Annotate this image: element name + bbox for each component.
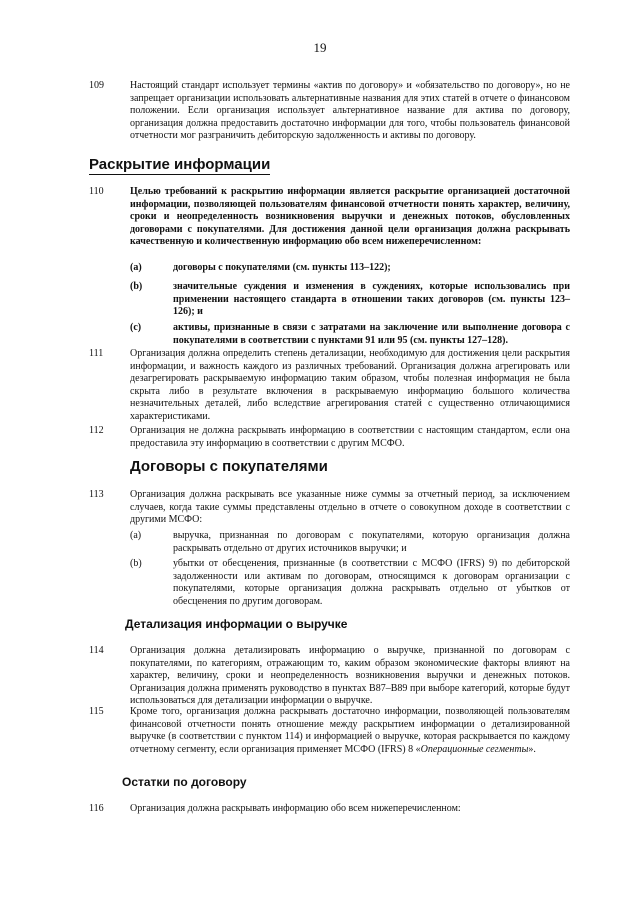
subsection-heading-disaggregation: Детализация информации о выручке (125, 617, 348, 631)
standard-title: Операционные сегменты (420, 743, 529, 755)
paragraph-text: Организация должна раскрывать все указанные ниже суммы за отчетный период, за исключением случаев, когда такие суммы представлены отдельно в отчете о совокупном доходе в соответствии с другими МСФО: (130, 489, 570, 526)
paragraph-number: 112 (89, 425, 104, 436)
paragraph-text: Организация должна детализировать информацию о выручке, признанной по договорам с покупателями, по категориям, отражающим то, каким образом экономические факторы влияют на характер, величину, сроки и неопределенность возникновения выручки и денежных потоков. Организация должна применять руководство в пунктах B87–B89 при выборе категорий, которые будут использоваться для детализации информации о выручке. (130, 645, 570, 707)
paragraph-text: Организация должна раскрывать информацию обо всем нижеперечисленном: (130, 803, 461, 814)
page-number: 19 (313, 40, 327, 55)
paragraph-text (130, 706, 570, 756)
section-heading-disclosure: Раскрытие информации (89, 156, 271, 173)
list-text: выручка, признанная по договорам с покупателями, которую организация должна раскрывать отдельно от других источников выручки; и (173, 530, 570, 554)
list-text: активы, признанные в связи с затратами на заключение или выполнение договора с покупателями в соответствии с пунктами 91 или 95 (см. пункты 127–128). (173, 322, 570, 346)
paragraph-number: 116 (89, 803, 104, 814)
paragraph-text-main: Кроме того, организация должна раскрывать достаточно информации, позволяющей пользователям финансовой отчетности понять отношение между раскрытием информации о детализированной выручке (в соответствии с пунктом 114) и информацией о выручке, которая раскрывается по каждому отчетному сегменту, если организация применяет МСФО (IFRS) 8 « (130, 706, 570, 755)
list-label: (a) (130, 262, 142, 273)
list-label: (a) (130, 530, 142, 541)
paragraph-text: Настоящий стандарт использует термины «актив по договору» и «обязательство по договору», но не запрещает организации использовать альтернативные названия для этих статей в отчете о финансовом положении. Если организация использует альтернативное название для актива по договору, организация должна предоставить достаточно информации для того, чтобы пользователь финансовой отчетности мог разграничить дебиторскую задолженность и активы по договору. (130, 80, 570, 142)
list-label: (b) (130, 281, 143, 292)
paragraph-text: Организация должна определить степень детализации, необходимую для достижения цели раскрытия информации, и важность каждого из различных требований. Организация должна агрегировать или дезагрегировать раскрываемую информацию таким образом, чтобы полезная информация не была скрыта либо в результате включения в раскрываемую информацию большого количества незначительных деталей, либо вследствие агрегирования статей с существенно отличающимися характеристиками. (130, 348, 570, 422)
list-text: убытки от обесценения, признанные (в соответствии с МСФО (IFRS) 9) по дебиторской задолженности или активам по договорам, относящимся к договорам организации с покупателями, которые организация должна раскрывать отдельно от убытков от обесценения по другим договорам. (173, 558, 570, 607)
list-label: (c) (130, 322, 142, 333)
paragraph-number: 110 (89, 186, 104, 197)
list-text: договоры с покупателями (см. пункты 113–122); (173, 262, 391, 273)
paragraph-number: 111 (89, 348, 104, 359)
subsection-heading-balances: Остатки по договору (122, 775, 247, 789)
list-text: значительные суждения и изменения в суждениях, которые использовались при применении настоящего стандарта в отношении таких договоров (см. пункты 123–126); и (173, 281, 570, 318)
paragraph-number: 115 (89, 706, 104, 717)
paragraph-number: 114 (89, 645, 104, 656)
section-heading-contracts: Договоры с покупателями (130, 458, 328, 475)
paragraph-text: Организация не должна раскрывать информацию в соответствии с настоящим стандартом, если она предоставила эту информацию в соответствии с другим МСФО. (130, 425, 570, 449)
list-label: (b) (130, 558, 142, 569)
paragraph-number: 113 (89, 489, 104, 500)
paragraph-number: 109 (89, 80, 104, 91)
paragraph-text-end: ». (528, 743, 536, 755)
paragraph-text: Целью требований к раскрытию информации является раскрытие организацией достаточной информации, позволяющей пользователям финансовой отчетности понять характер, величину, сроки и неопределенность возникновения выручки и денежных потоков, обусловленных договорами с покупателями. Для достижения данной цели организация должна раскрывать качественную и количественную информацию обо всем нижеперечисленном: (130, 186, 570, 248)
